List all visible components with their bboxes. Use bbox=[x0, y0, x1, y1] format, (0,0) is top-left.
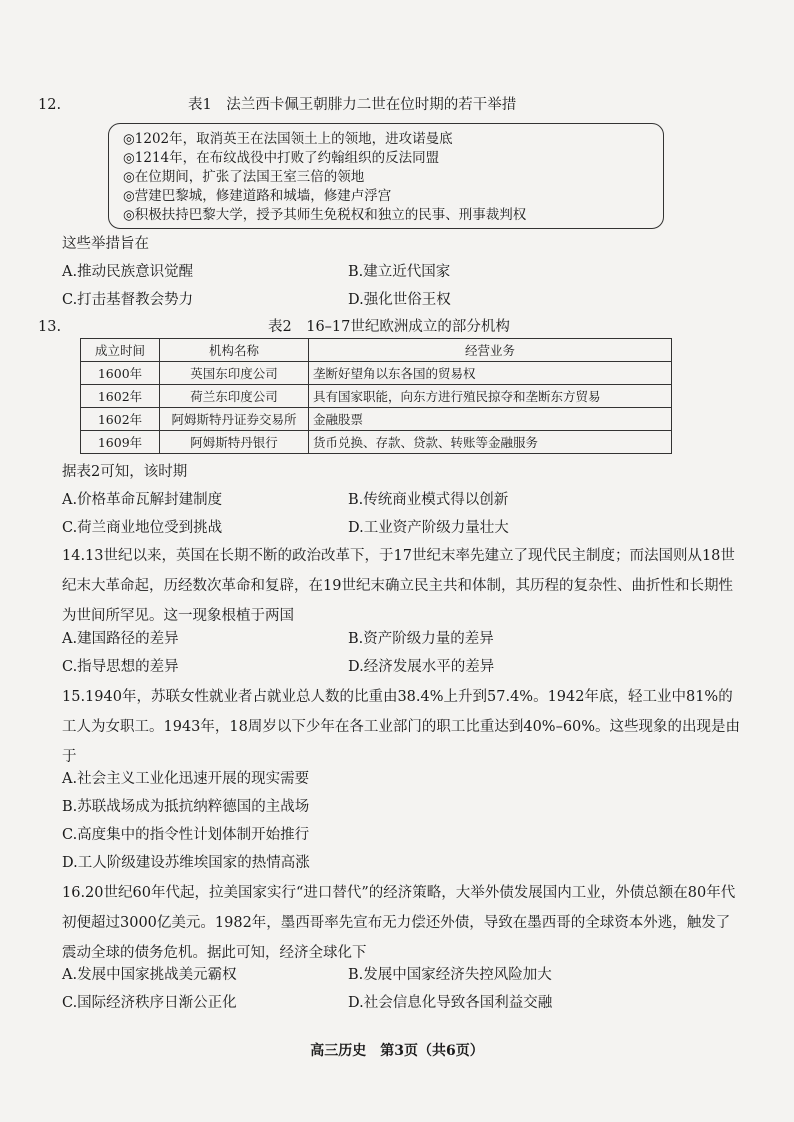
q16-option-c: C.国际经济秩序日渐公正化 bbox=[62, 995, 237, 1011]
q12-item: ◎在位期间，扩张了法国王室三倍的领地 bbox=[123, 169, 365, 185]
table-cell: 荷兰东印度公司 bbox=[160, 385, 309, 408]
q13-option-d: D.工业资产阶级力量壮大 bbox=[348, 520, 509, 536]
q16-option-b: B.发展中国家经济失控风险加大 bbox=[348, 967, 552, 983]
q13-institutions-table bbox=[80, 338, 672, 454]
q12-table-title: 表1 法兰西卡佩王朝腓力二世在位时期的若干举措 bbox=[188, 97, 517, 113]
table-header: 经营业务 bbox=[309, 339, 672, 362]
table-cell: 垄断好望角以东各国的贸易权 bbox=[309, 362, 672, 385]
table-cell: 阿姆斯特丹银行 bbox=[160, 431, 309, 454]
q16-stem: 16.20世纪60年代起，拉美国家实行“进口替代”的经济策略，大举外债发展国内工业，外债总额在80年代初便超过3000亿美元。1982年，墨西哥率先宣布无力偿还外债，导致在墨西哥的全球资本外逃，触发了震动全球的债务危机。据此可知，经济全球化下 bbox=[62, 885, 736, 961]
table-header-row bbox=[81, 339, 672, 362]
q12-number: 12. bbox=[38, 97, 62, 113]
q15-stem: 15.1940年，苏联女性就业者占就业总人数的比重由38.4%上升到57.4%。1942年底，轻工业中81%的工人为女职工。1943年，18周岁以下少年在各工业部门的职工比重达到40%–60%。这些现象的出现是由于 bbox=[62, 689, 741, 765]
q12-item: ◎积极扶持巴黎大学，授予其师生免税权和独立的民事、刑事裁判权 bbox=[123, 207, 527, 223]
table-cell: 货币兑换、存款、贷款、转账等金融服务 bbox=[309, 431, 672, 454]
table-cell: 1602年 bbox=[81, 408, 160, 431]
q14-option-d: D.经济发展水平的差异 bbox=[348, 659, 495, 675]
q14-option-c: C.指导思想的差异 bbox=[62, 659, 179, 675]
table-row bbox=[81, 431, 672, 454]
q16-option-a: A.发展中国家挑战美元霸权 bbox=[62, 967, 237, 983]
q12-option-a: A.推动民族意识觉醒 bbox=[62, 264, 194, 280]
table-row bbox=[81, 385, 672, 408]
q15-option-d: D.工人阶级建设苏维埃国家的热情高涨 bbox=[62, 855, 310, 871]
q14-option-b: B.资产阶级力量的差异 bbox=[348, 631, 494, 647]
q12-option-c: C.打击基督教会势力 bbox=[62, 292, 194, 308]
q13-option-b: B.传统商业模式得以创新 bbox=[348, 492, 509, 508]
table-cell: 1600年 bbox=[81, 362, 160, 385]
table-header: 机构名称 bbox=[160, 339, 309, 362]
table-cell: 英国东印度公司 bbox=[160, 362, 309, 385]
table-row bbox=[81, 362, 672, 385]
q15-option-b: B.苏联战场成为抵抗纳粹德国的主战场 bbox=[62, 799, 310, 815]
q14-stem: 14.13世纪以来，英国在长期不断的政治改革下，于17世纪末率先建立了现代民主制度；而法国则从18世纪末大革命起，历经数次革命和复辟，在19世纪末确立民主共和体制，其历程的复杂性、曲折性和长期性为世间所罕见。这一现象根植于两国 bbox=[62, 548, 735, 624]
q14-option-a: A.建国路径的差异 bbox=[62, 631, 179, 647]
q13-stem: 据表2可知，该时期 bbox=[62, 464, 188, 480]
q12-item: ◎营建巴黎城，修建道路和城墙，修建卢浮宫 bbox=[123, 188, 392, 204]
table-cell: 1609年 bbox=[81, 431, 160, 454]
q12-option-b: B.建立近代国家 bbox=[348, 264, 451, 280]
table-header: 成立时间 bbox=[81, 339, 160, 362]
q12-option-d: D.强化世俗王权 bbox=[348, 292, 451, 308]
q16-option-d: D.社会信息化导致各国利益交融 bbox=[348, 995, 553, 1011]
q12-measures-box bbox=[108, 123, 664, 229]
table-cell: 具有国家职能，向东方进行殖民掠夺和垄断东方贸易 bbox=[309, 385, 672, 408]
q13-number: 13. bbox=[38, 319, 62, 335]
table-cell: 金融股票 bbox=[309, 408, 672, 431]
q12-item: ◎1214年，在布纹战役中打败了约翰组织的反法同盟 bbox=[123, 150, 440, 166]
q13-option-a: A.价格革命瓦解封建制度 bbox=[62, 492, 223, 508]
q13-table-title: 表2 16–17世纪欧洲成立的部分机构 bbox=[268, 319, 510, 335]
table-cell: 阿姆斯特丹证券交易所 bbox=[160, 408, 309, 431]
table-cell: 1602年 bbox=[81, 385, 160, 408]
q15-option-c: C.高度集中的指令性计划体制开始推行 bbox=[62, 827, 310, 843]
table-row bbox=[81, 408, 672, 431]
q12-stem: 这些举措旨在 bbox=[62, 236, 149, 252]
q15-option-a: A.社会主义工业化迅速开展的现实需要 bbox=[62, 771, 310, 787]
q12-item: ◎1202年，取消英王在法国领土上的领地，进攻诺曼底 bbox=[123, 131, 453, 147]
q13-option-c: C.荷兰商业地位受到挑战 bbox=[62, 520, 223, 536]
page-footer: 高三历史 第3页（共6页） bbox=[310, 1043, 484, 1059]
